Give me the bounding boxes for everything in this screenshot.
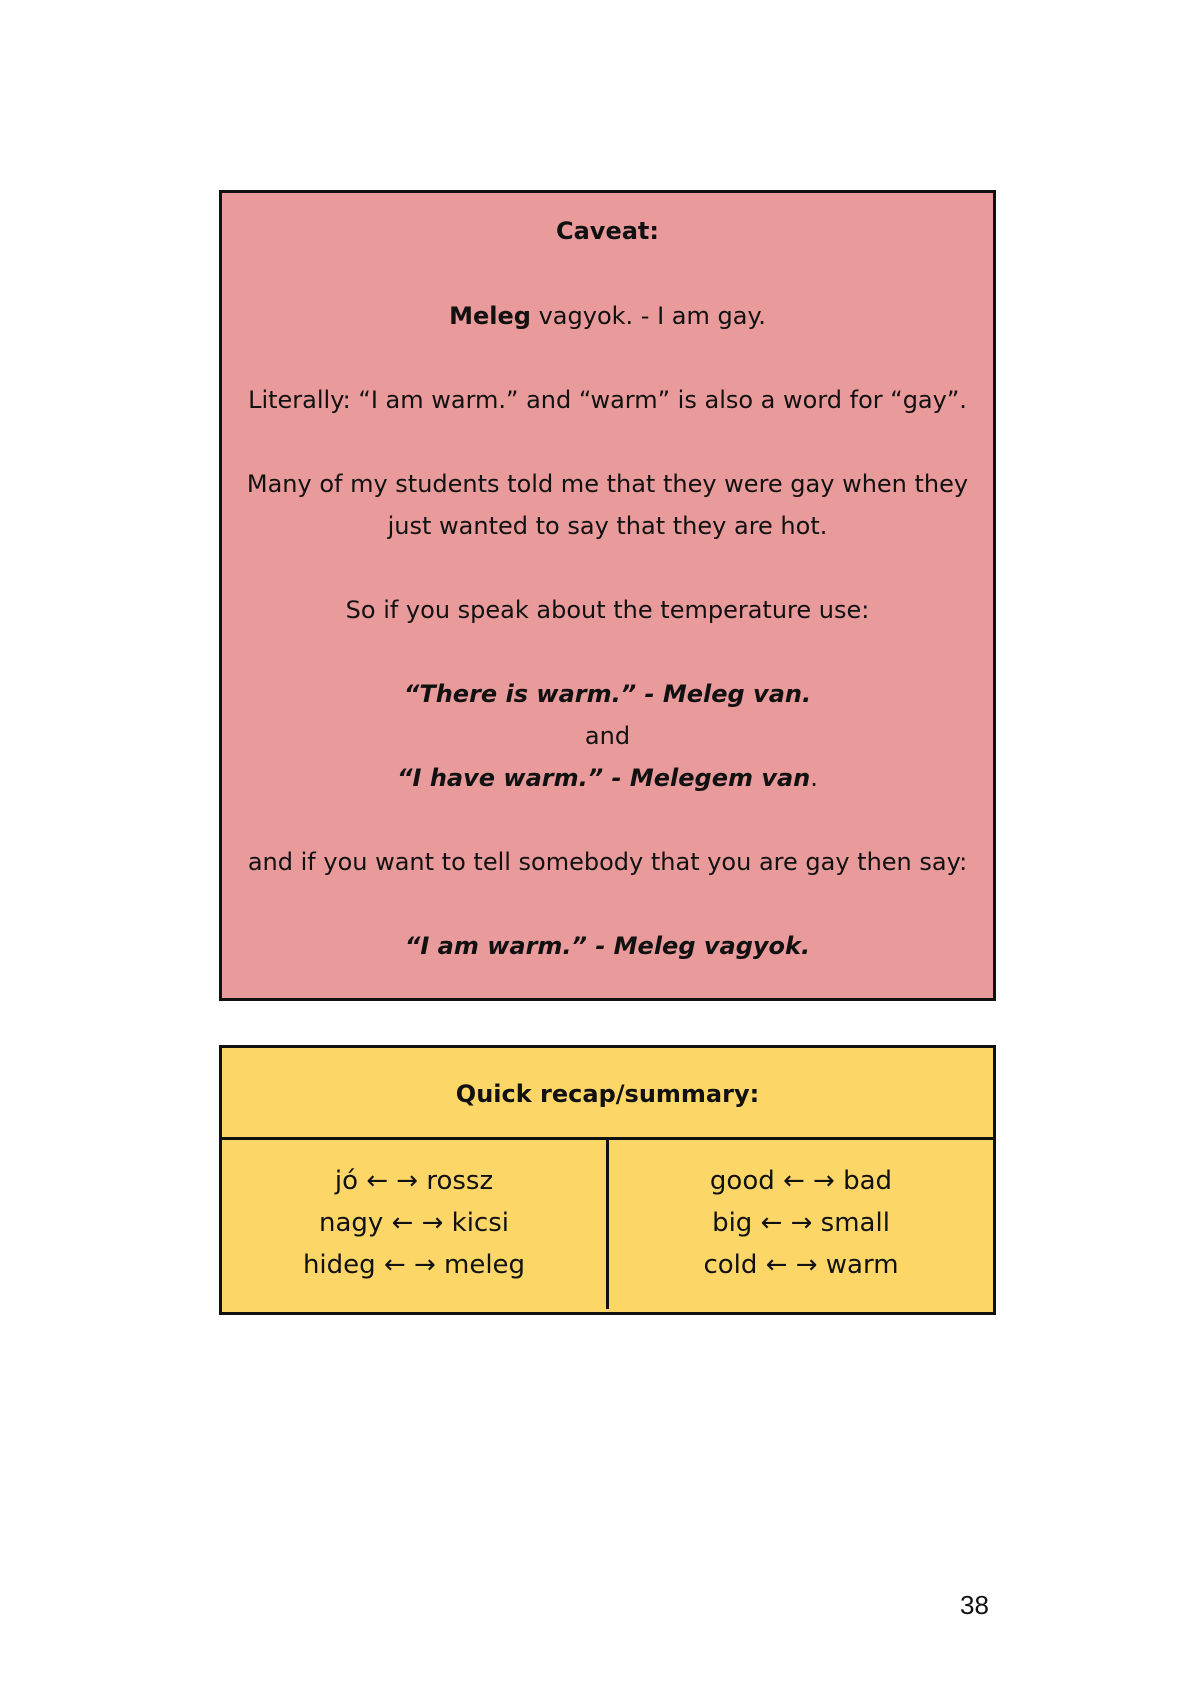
caveat-example-2-bold: “I have warm.” - Melegem van [397, 764, 811, 792]
caveat-gay-intro: and if you want to tell somebody that you are gay then say: [247, 848, 968, 876]
caveat-students-line-1: Many of my students told me that they were gay when they [246, 470, 969, 498]
meleg-rest: vagyok. - I am gay. [530, 302, 766, 330]
caveat-box [219, 190, 996, 1001]
recap-hungarian-item: hideg ← → meleg [302, 1250, 526, 1280]
caveat-example-3: “I am warm.” - Meleg vagyok. [404, 932, 811, 960]
recap-title: Quick recap/summary: [222, 1048, 993, 1140]
recap-hungarian-item: jó ← → rossz [334, 1166, 494, 1196]
recap-english-item: big ← → small [712, 1208, 890, 1238]
caveat-students-line-2: just wanted to say that they are hot. [387, 512, 828, 540]
caveat-example-2-tail: . [810, 764, 818, 792]
caveat-and: and [584, 722, 631, 750]
page-number: 38 [960, 1590, 989, 1620]
recap-table [219, 1045, 996, 1315]
meleg-word: Meleg [449, 302, 531, 330]
caveat-title: Caveat: [556, 217, 659, 245]
recap-english-column [609, 1140, 993, 1309]
caveat-meleg-line [222, 295, 993, 337]
caveat-example-1: “There is warm.” - Meleg van. [403, 680, 812, 708]
recap-body [222, 1140, 993, 1309]
recap-hungarian-column [222, 1140, 609, 1309]
recap-hungarian-item: nagy ← → kicsi [318, 1208, 509, 1238]
recap-english-item: cold ← → warm [703, 1250, 899, 1280]
caveat-literally: Literally: “I am warm.” and “warm” is also a word for “gay”. [248, 386, 967, 414]
recap-english-item: good ← → bad [709, 1166, 893, 1196]
caveat-content [222, 295, 993, 967]
caveat-example-2 [222, 757, 993, 799]
caveat-temperature-intro: So if you speak about the temperature use: [345, 596, 870, 624]
